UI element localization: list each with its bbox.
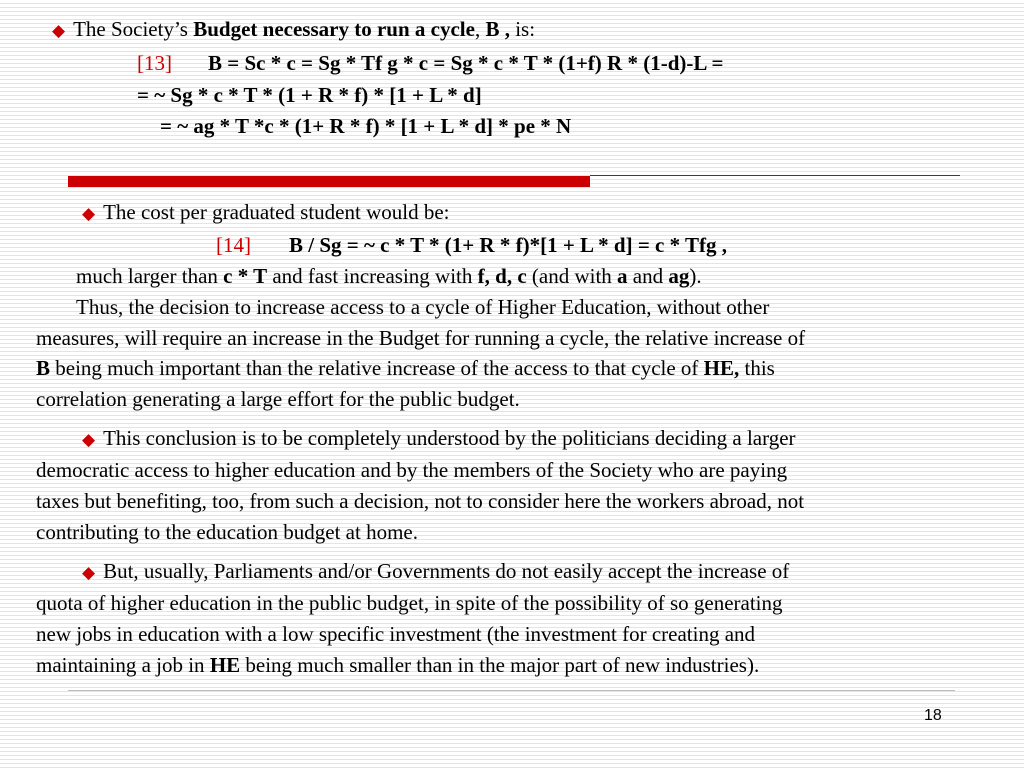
paragraph-text-tail: being much smaller than in the major part of new industries). — [240, 653, 760, 677]
a-term: a — [617, 264, 628, 288]
paragraph-line: taxes but benefiting, too, from such a decision, not to consider here the workers abroad, not — [36, 489, 805, 513]
paragraph-line: contributing to the education budget at home. — [36, 520, 418, 544]
paragraph-text: being much important than the relative increase of the access to that cycle of — [50, 356, 704, 380]
he-term: HE, — [703, 356, 740, 380]
parliament-text: But, usually, Parliaments and/or Governments do not easily accept the increase of — [103, 559, 790, 583]
footer-divider — [68, 690, 955, 691]
ag-term: ag — [668, 264, 690, 288]
equation-13-line2 — [137, 83, 482, 107]
equation-13-text: B = Sc * c = Sg * Tf g * c = Sg * c * T * (1+f) R * (1-d)-L = — [208, 51, 724, 75]
paragraph-line: correlation generating a large effort for the public budget. — [36, 387, 520, 411]
paragraph-text-tail: this — [739, 356, 775, 380]
equation-ref-13: [13] — [137, 51, 172, 75]
b-symbol: B , — [485, 17, 510, 41]
fdc-term: f, d, c — [477, 264, 527, 288]
diamond-bullet-icon: ◆ — [82, 563, 96, 582]
ct-term: c * T — [223, 264, 268, 288]
comparison-text-2: and fast increasing with — [267, 264, 478, 288]
paragraph-line — [36, 356, 775, 380]
equation-13-line3 — [160, 114, 571, 138]
cost-bullet — [82, 200, 449, 226]
section-divider-thin — [590, 175, 960, 176]
equation-13 — [137, 51, 723, 75]
paragraph-text: maintaining a job in — [36, 653, 210, 677]
paragraph-line: new jobs in education with a low specific investment (the investment for creating and — [36, 622, 756, 646]
diamond-bullet-icon: ◆ — [52, 21, 66, 40]
equation-14 — [216, 233, 727, 257]
intro-tail: is: — [509, 17, 536, 41]
parliament-bullet — [82, 559, 789, 585]
paragraph-line: quota of higher education in the public budget, in spite of the possibility of so generating — [36, 591, 783, 615]
paragraph-line: measures, will require an increase in the Budget for running a cycle, the relative increase of — [36, 326, 806, 350]
paragraph-line: Thus, the decision to increase access to a cycle of Higher Education, without other — [76, 295, 770, 319]
comparison-text-4: and — [627, 264, 669, 288]
section-divider — [68, 176, 590, 187]
budget-term: Budget necessary to run a cycle — [193, 17, 475, 41]
intro-text: The Society’s — [73, 17, 194, 41]
paragraph-line: democratic access to higher education and by the members of the Society who are paying — [36, 458, 788, 482]
comparison-text: much larger than — [76, 264, 224, 288]
slide-number: 18 — [924, 707, 942, 724]
comparison-text-3: (and with — [526, 264, 618, 288]
comparison-line — [76, 264, 702, 288]
b-symbol: B — [36, 356, 51, 380]
cost-bullet-text: The cost per graduated student would be: — [103, 200, 450, 224]
he-term: HE — [209, 653, 241, 677]
comparison-text-5: ). — [689, 264, 702, 288]
conclusion-bullet — [82, 426, 796, 452]
intro-line — [52, 17, 535, 43]
conclusion-text: This conclusion is to be completely understood by the politicians deciding a larger — [103, 426, 796, 450]
equation-ref-14: [14] — [216, 233, 251, 257]
diamond-bullet-icon: ◆ — [82, 430, 96, 449]
diamond-bullet-icon: ◆ — [82, 204, 96, 223]
equation-13-line3-text: = ~ ag * T *c * (1+ R * f) * [1 + L * d] * pe * N — [160, 114, 572, 138]
equation-13-line2-text: = ~ Sg * c * T * (1 + R * f) * [1 + L * d] — [137, 83, 482, 107]
paragraph-line — [36, 653, 759, 677]
equation-14-text: B / Sg = ~ c * T * (1+ R * f)*[1 + L * d] = c * Tfg , — [289, 233, 727, 257]
intro-sep: , — [474, 17, 486, 41]
